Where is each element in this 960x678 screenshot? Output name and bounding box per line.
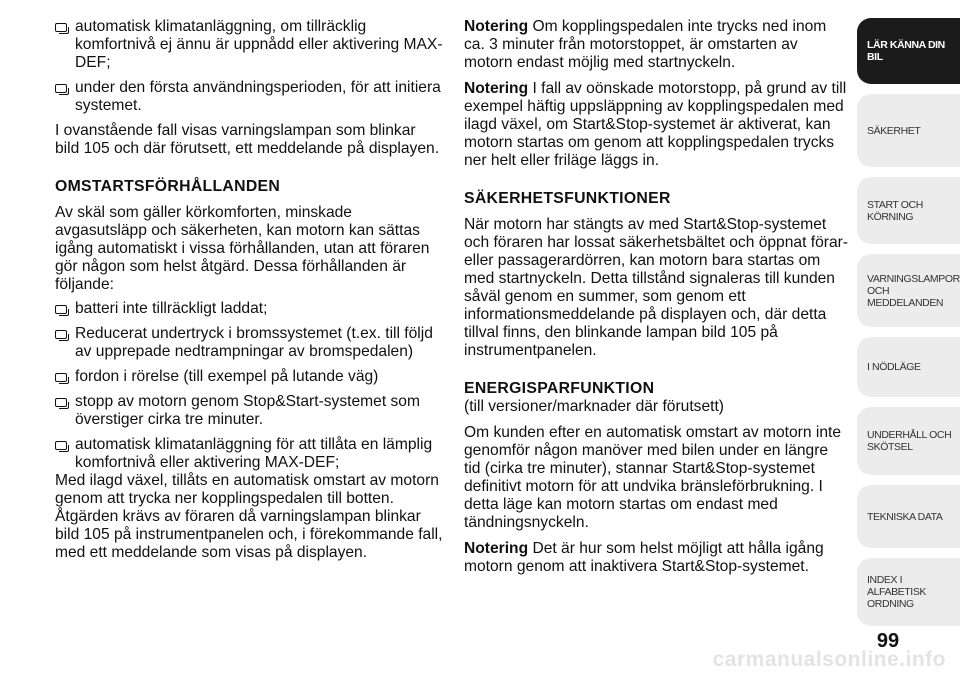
section-heading: OMSTARTSFÖRHÅLLANDEN	[55, 178, 281, 195]
checkbox-bullet-icon	[55, 23, 67, 32]
checkbox-bullet-icon	[55, 398, 67, 407]
tab-lar-kanna-din-bil[interactable]: LÄR KÄNNA DIN BIL	[857, 18, 960, 84]
watermark: carmanualsonline.info	[712, 648, 946, 671]
tab-i-nodlage[interactable]: I NÖDLÄGE	[857, 337, 960, 397]
paragraph: I ovanstående fall visas varningslampan som blinkar bild 105 och där förutsett, ett meddelande på displayen.	[55, 122, 440, 157]
section-subtitle: (till versioner/marknader där förutsett)	[464, 398, 724, 415]
paragraph: När motorn har stängts av med Start&Stop-systemet och föraren har lossat säkerhetsbältet och öppnat förar- eller passagerardörren, kan motorn bara startas om med startnyckeln. Detta tillstånd signaleras till kunden såväl genom en summer, som genom ett informationsmeddelande på displayen och, där detta tillval finns, den blinkande lampan bild 105 på instrumentpanelen.	[464, 216, 848, 359]
note-label: Notering	[464, 18, 529, 35]
note: Notering Det är hur som helst möjligt att hålla igång motorn genom att inaktivera Start&Stop-systemet.	[464, 540, 824, 575]
tab-start-och-korning[interactable]: START OCH KÖRNING	[857, 177, 960, 244]
checkbox-bullet-icon	[55, 84, 67, 93]
checkbox-bullet-icon	[55, 441, 67, 450]
note-label: Notering	[464, 80, 529, 97]
left-column	[55, 18, 443, 570]
list-item: batteri inte tillräckligt laddat;	[55, 300, 443, 318]
note: Notering Om kopplingspedalen inte trycks ned inom ca. 3 minuter från motorstoppet, är omstarten av motorn endast möjlig med startnyckeln.	[464, 18, 827, 71]
list-item: stopp av motorn genom Stop&Start-systemet som överstiger cirka tre minuter.	[55, 393, 443, 429]
tab-index[interactable]: INDEX I ALFABETISK ORDNING	[857, 558, 960, 626]
paragraph: Med ilagd växel, tillåts en automatisk omstart av motorn genom att trycka ner kopplingspedalen till botten. Åtgärden krävs av föraren då varningslampan blinkar bild 105 på instrumentpanelen och, i förekommande fall, med ett meddelande som visas på displayen.	[55, 472, 443, 561]
right-column	[464, 18, 848, 584]
list-item: Reducerat undertryck i bromssystemet (t.ex. till följd av upprepade nedtrampningar av bromspedalen)	[55, 325, 443, 361]
tab-sakerhet[interactable]: SÄKERHET	[857, 94, 960, 167]
list-item: automatisk klimatanläggning, om tillräcklig komfortnivå ej ännu är uppnådd eller aktivering MAX-DEF;	[55, 18, 443, 72]
paragraph: Av skäl som gäller körkomforten, minskade avgasutsläpp och säkerheten, kan motorn kan sättas igång automatiskt i vissa förhållanden, utan att föraren gör någon som helst åtgärd. Dessa förhållanden är följande:	[55, 204, 430, 293]
chapter-tabs	[857, 0, 960, 678]
list-item: automatisk klimatanläggning för att tillåta en lämplig komfortnivå eller aktivering MAX-DEF;	[55, 436, 443, 472]
note-label: Notering	[464, 540, 529, 557]
tab-varningslampor[interactable]: VARNINGSLAMPOR OCH MEDDELANDEN	[857, 254, 960, 327]
note: Notering I fall av oönskade motorstopp, på grund av till exempel häftig uppsläppning av kopplingspedalen med ilagd växel, om Start&Stop-systemet är aktiverat, kan motorn startas om genom att kopplingspedalen trycks ner helt eller friläge läggs in.	[464, 80, 847, 169]
tab-tekniska-data[interactable]: TEKNISKA DATA	[857, 485, 960, 548]
checkbox-bullet-icon	[55, 373, 67, 382]
section-heading: SÄKERHETSFUNKTIONER	[464, 190, 671, 207]
tab-underhall-och-skotsel[interactable]: UNDERHÅLL OCH SKÖTSEL	[857, 407, 960, 475]
list-item: fordon i rörelse (till exempel på lutande väg)	[55, 368, 443, 386]
paragraph: Om kunden efter en automatisk omstart av motorn inte genomför någon manöver med bilen under en längre tid (cirka tre minuter), stannar Start&Stop-systemet definitivt motorn för att undvika bränsleförbrukning. I detta läge kan motorn startas om endast med tändningsnyckeln.	[464, 424, 842, 531]
checkbox-bullet-icon	[55, 330, 67, 339]
checkbox-bullet-icon	[55, 305, 67, 314]
list-item: under den första användningsperioden, för att initiera systemet.	[55, 79, 443, 115]
section-heading: ENERGISPARFUNKTION	[464, 380, 655, 397]
page-number: 99	[876, 630, 900, 652]
